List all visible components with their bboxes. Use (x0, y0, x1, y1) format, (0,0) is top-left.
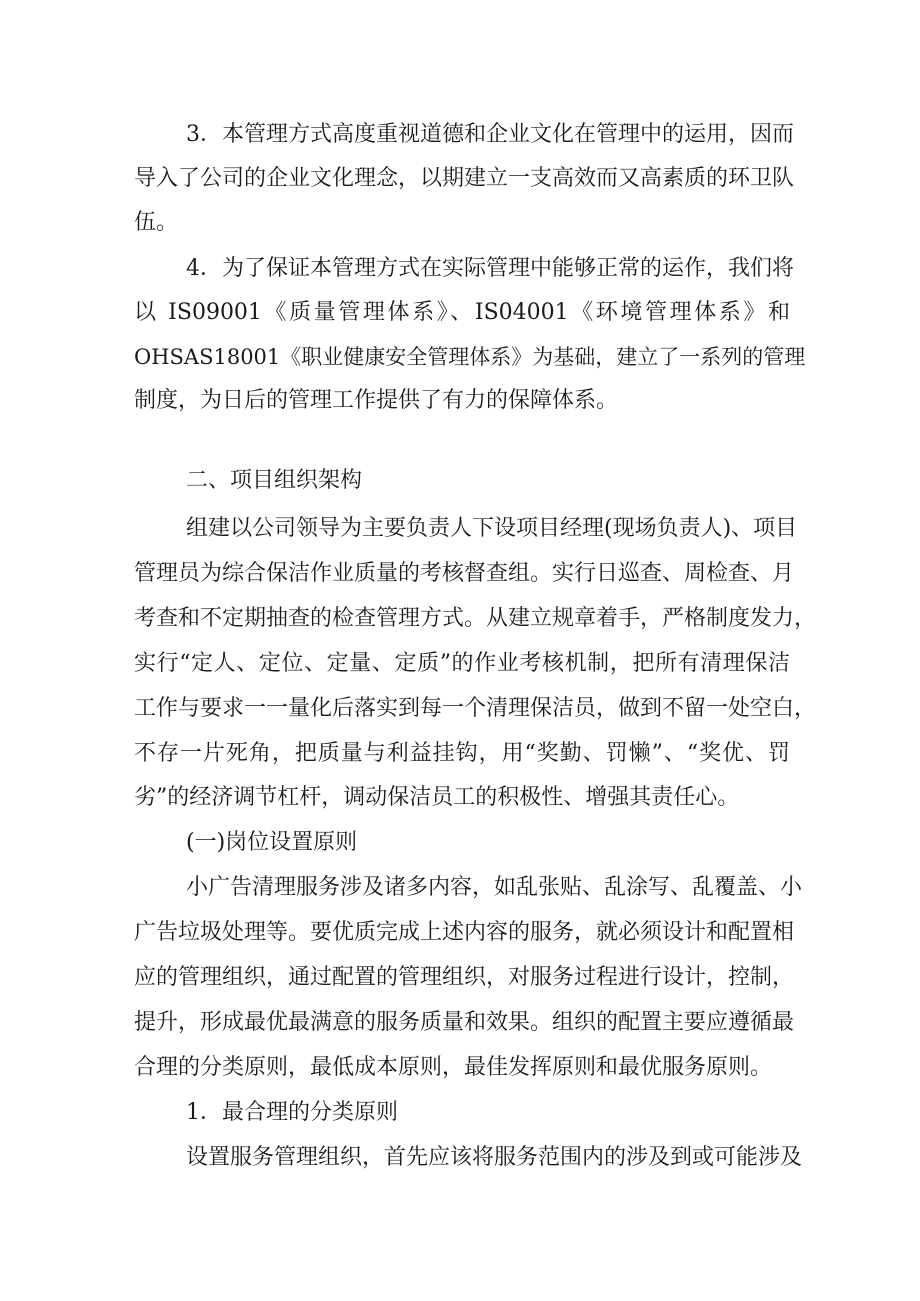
section2-line-7: 劣”的经济调节杠杆，调动保洁员工的积极性、增强其责任心。 (134, 785, 740, 810)
section2-line-6: 不存一片死角，把质量与利益挂钩，用“奖勤、罚懒”、“奖优、罚 (134, 741, 790, 766)
para4-line-3: OHSAS18001《职业健康安全管理体系》为基础，建立了一系列的管理 (134, 345, 806, 369)
subsection1-line-4: 提升，形成最优最满意的服务质量和效果。组织的配置主要应遵循最 (134, 1010, 795, 1035)
subsection1-line-3: 应的管理组织，通过配置的管理组织，对服务过程进行设计，控制， (134, 965, 795, 990)
subsection1-line-1: 小广告清理服务涉及诸多内容，如乱张贴、乱涂写、乱覆盖、小 (186, 875, 803, 900)
para4-line-2: 以 IS09001《质量管理体系》、IS04001《环境管理体系》和 (134, 300, 790, 325)
item-heading: 1．最合理的分类原则 (186, 1100, 398, 1125)
section2-line-5: 工作与要求一一量化后落实到每一个清理保洁员，做到不留一处空白， (134, 696, 817, 721)
para4-line-1: 4．为了保证本管理方式在实际管理中能够正常的运作，我们将 (186, 256, 794, 281)
para4-line-4: 制度，为日后的管理工作提供了有力的保障体系。 (134, 388, 619, 413)
subsection-heading: (一)岗位设置原则 (186, 830, 358, 855)
subsection1-line-5: 合理的分类原则，最低成本原则，最佳发挥原则和最优服务原则。 (134, 1055, 773, 1080)
section2-line-3: 考查和不定期抽查的检查管理方式。从建立规章着手，严格制度发力， (134, 606, 817, 631)
subsection1-line-2: 广告垃圾处理等。要优质完成上述内容的服务，就必须设计和配置相 (134, 920, 795, 945)
para3-line-3: 伍。 (134, 210, 179, 235)
item1-line-1: 设置服务管理组织，首先应该将服务范围内的涉及到或可能涉及 (186, 1145, 803, 1170)
section2-line-1: 组建以公司领导为主要负责人下设项目经理(现场负责人)、项目 (186, 516, 798, 541)
para3-line-2: 导入了公司的企业文化理念，以期建立一支高效而又高素质的环卫队 (134, 166, 795, 191)
section2-line-4: 实行“定人、定位、定量、定质”的作业考核机制，把所有清理保洁 (134, 651, 790, 676)
section2-line-2: 管理员为综合保洁作业质量的考核督查组。实行日巡查、周检查、月 (134, 561, 795, 586)
para3-line-1: 3．本管理方式高度重视道德和企业文化在管理中的运用，因而 (186, 122, 794, 147)
section-heading: 二、项目组织架构 (186, 468, 363, 493)
